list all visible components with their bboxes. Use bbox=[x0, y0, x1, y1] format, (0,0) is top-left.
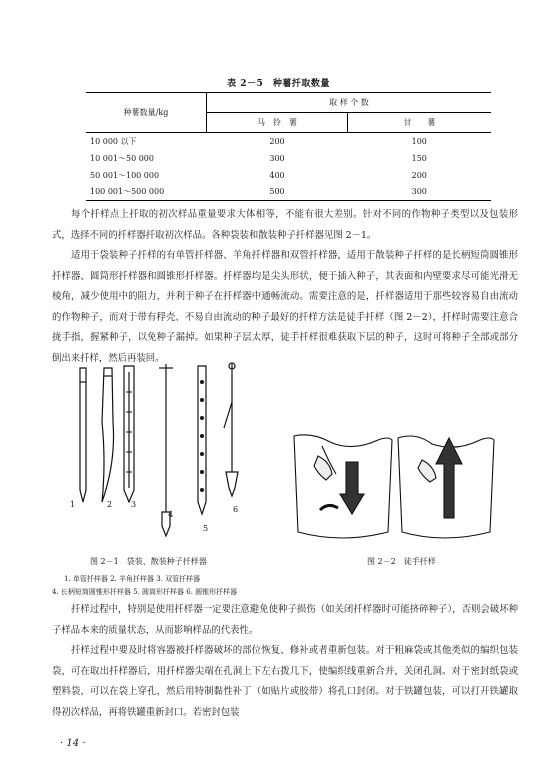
seed-potato-sampling-table bbox=[86, 92, 491, 201]
header-sweetpotato: 甘 薯 bbox=[348, 113, 492, 133]
header-potato: 马 铃 薯 bbox=[207, 113, 348, 133]
cell-potato: 400 bbox=[269, 170, 285, 180]
table-row bbox=[86, 184, 491, 201]
page-number: · 14 · bbox=[60, 738, 86, 749]
header-lot-size: 种薯数量/kg bbox=[86, 93, 207, 133]
figure1-legend-line1: 1. 单管扦样器 2. 羊角扦样器 3. 双管扦样器 bbox=[64, 575, 201, 583]
figure1-legend-line2: 4. 长柄短筒圆锥形扦样器 5. 圆筒形扦样器 6. 圆锥形扦样器 bbox=[52, 588, 238, 596]
label-3: 3 bbox=[131, 500, 137, 509]
label-6: 6 bbox=[233, 505, 239, 514]
label-5: 5 bbox=[203, 524, 209, 533]
cell-potato: 500 bbox=[269, 187, 285, 197]
label-1: 1 bbox=[70, 500, 76, 509]
single-tube-sampler bbox=[80, 368, 86, 502]
label-4: 4 bbox=[168, 510, 174, 519]
cell-potato: 200 bbox=[269, 136, 285, 146]
cell-sweetpotato: 100 bbox=[411, 136, 427, 146]
cell-lot: 50 001～100 000 bbox=[90, 170, 160, 180]
sack-left bbox=[294, 435, 392, 538]
table-row bbox=[86, 167, 491, 184]
figure-hand-sampling bbox=[292, 432, 497, 544]
cell-potato: 300 bbox=[269, 153, 285, 163]
paragraph-3: 扦样过程中，特别是使用扦样器一定要注意避免使种子损伤（如关闭扦样器时可能挤碎种子），否则会破坏种子样品本来的质量状态，从而影响样品的代表性。 bbox=[52, 604, 518, 636]
table-row bbox=[86, 133, 491, 150]
paragraph-4: 扦样过程中要及时将容器被扦样器破坏的部位恢复、修补或者重新包装。对于粗麻袋或其他类似的编织包装袋，可在取出扦样器后，用扦样器尖端在孔洞上下左右拨几下，使编织线重新合并，关闭孔洞。对于密封纸袋或塑料袋，可以在袋上穿孔，然后用特制黏性补丁（如贴片或胶带）将孔口封闭。对于铁罐包装，可以打开铁罐取得初次样品，再将铁罐重新封口。若密封包装 bbox=[52, 645, 518, 718]
paragraph-2: 适用于袋装种子扦样的有单管扦样器、羊角扦样器和双管扦样器，适用于散装种子扦样的是长柄短筒圆锥形扦样器、圆筒形扦样器和圆锥形扦样器。扦样器均是尖头形状，便于插入种子，其表面和内壁要求尽可能光滑无棱角，减少使用中的阻力，并利于种子在扦样器中通畅流动。需要注意的是，扦样器适用于那些较容易自由流动的作物种子，而对于带有稃壳、不易自由流动的种子最好的扦样方法是徒手扦样（图 2－2），扦样时需要注意合拢手指，握紧种子，以免种子漏掉。如果种子层太厚，徒手扦样很难获取下层的种子，这时可将种子全部或部分倒出来扦样，然后再装回。 bbox=[52, 250, 518, 364]
figure1-caption: 图 2－1 袋装、散装种子扦样器 bbox=[90, 557, 207, 566]
figure2-caption: 图 2－2 徒手扦样 bbox=[367, 557, 436, 566]
table-caption: 表 2－5 种薯扦取数量 bbox=[227, 79, 330, 89]
cell-sweetpotato: 300 bbox=[411, 187, 427, 197]
table-row bbox=[86, 150, 491, 167]
figure-samplers bbox=[60, 362, 250, 542]
label-2: 2 bbox=[107, 500, 113, 509]
paragraph-1: 每个扦样点上扦取的初次样品重量要求大体相等，不能有很大差别。针对不同的作物种子类型以及包装形式，选择不同的扦样器扦取初次样品。各种袋装和散装种子扦样器见图 2－1。 bbox=[52, 209, 518, 241]
header-sample-count: 取 样 个 数 bbox=[207, 93, 492, 113]
cell-lot: 10 001～50 000 bbox=[90, 153, 154, 163]
cell-sweetpotato: 200 bbox=[411, 170, 427, 180]
cell-lot: 100 001～500 000 bbox=[90, 187, 165, 197]
cell-lot: 10 000 以下 bbox=[90, 136, 137, 146]
cell-sweetpotato: 150 bbox=[411, 153, 427, 163]
horn-sampler bbox=[102, 368, 114, 502]
